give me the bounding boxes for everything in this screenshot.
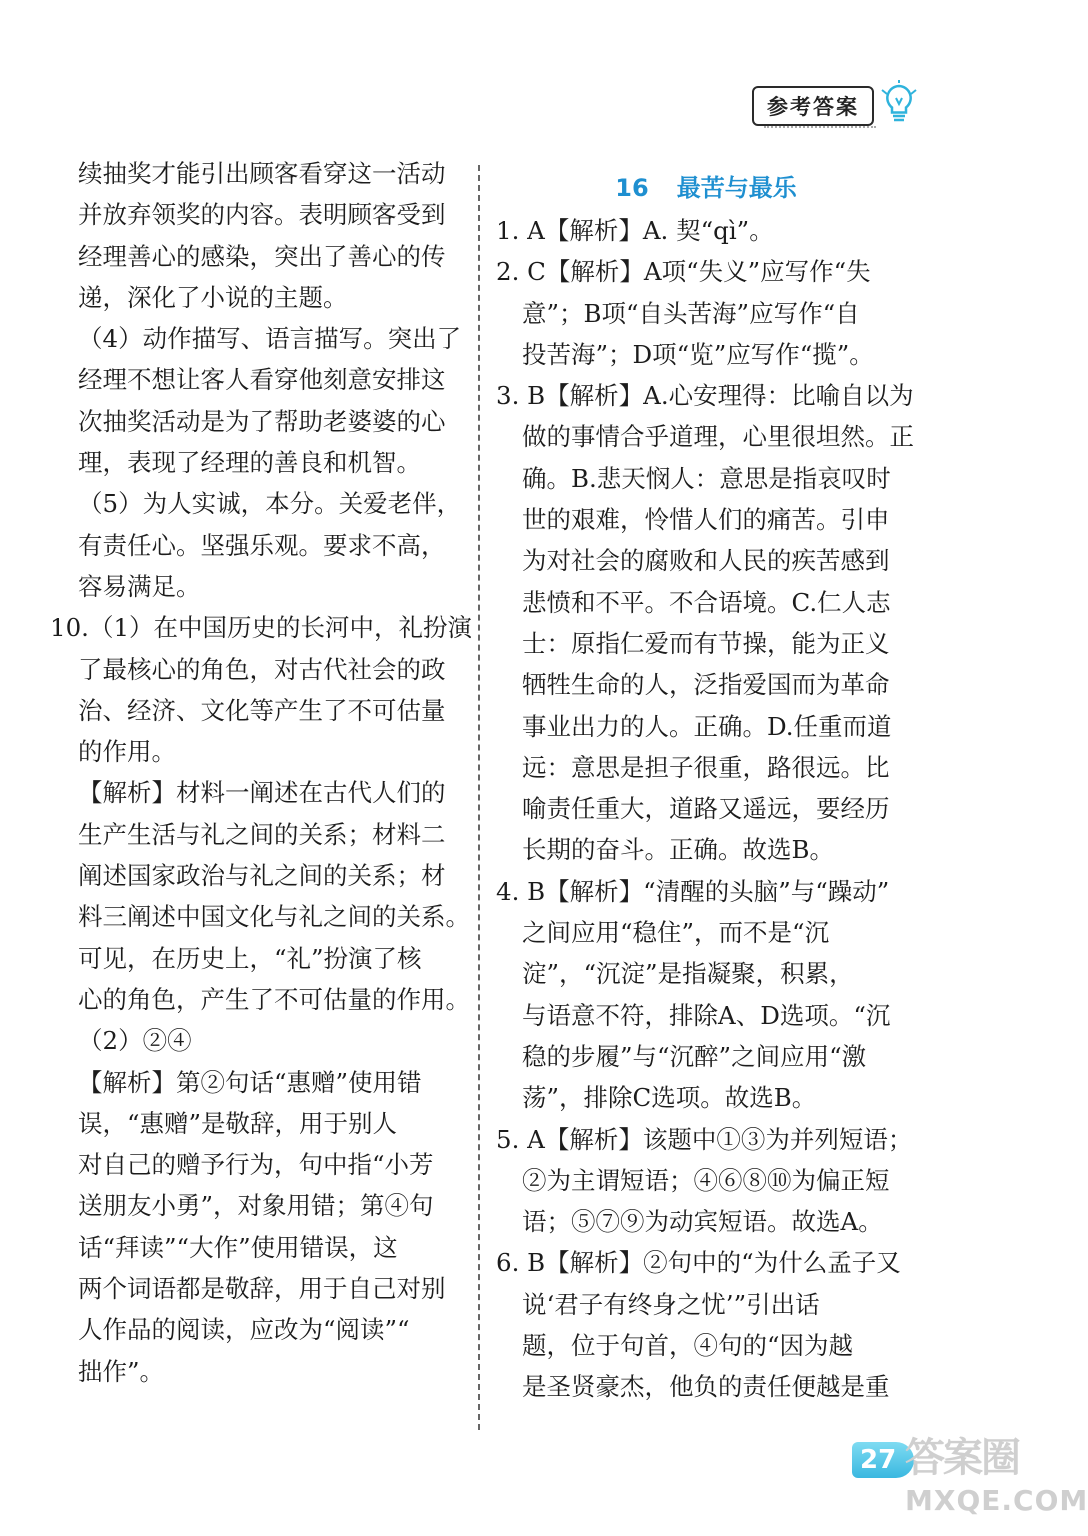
text-line: 的作用。 <box>78 737 176 767</box>
text-line: 理，表现了经理的善良和机智。 <box>78 448 421 478</box>
text-line: 意”；B项“自头苦海”应写作“自 <box>522 298 860 328</box>
text-line: 是圣贤豪杰，他负的责任便越是重 <box>522 1372 890 1402</box>
text-line: 长期的奋斗。正确。故选B。 <box>522 835 835 865</box>
text-line: 经理善心的感染，突出了善心的传 <box>78 241 446 271</box>
text-line: 【解析】材料一阐述在古代人们的 <box>78 778 446 808</box>
text-line: 容易满足。 <box>78 571 201 601</box>
text-line: 悲愤和不平。不合语境。C.仁人志 <box>522 587 891 617</box>
text-line: 淀”，“沉淀”是指凝聚，积累， <box>522 959 854 989</box>
section-number: 16 <box>615 174 649 202</box>
text-line: 稳的步履”与“沉醉”之间应用“激 <box>522 1041 867 1071</box>
text-line: 话“拜读”“大作”使用错误，这 <box>78 1232 398 1262</box>
text-line: 题，位于句首，④句的“因为越 <box>522 1331 854 1361</box>
text-line: 料三阐述中国文化与礼之间的关系。 <box>78 902 470 932</box>
watermark-logo: 答案圈 <box>905 1435 1019 1481</box>
text-line: 拙作”。 <box>78 1356 165 1386</box>
text-line: 之间应用“稳住”，而不是“沉 <box>522 918 830 948</box>
text-line: 人作品的阅读，应改为“阅读”“ <box>78 1315 410 1345</box>
section-title: 最苦与最乐 <box>676 174 797 202</box>
text-line: 投苦海”；D项“览”应写作“揽”。 <box>522 339 874 369</box>
watermark-url: MXQE.COM <box>905 1484 1088 1517</box>
section-heading <box>496 168 916 208</box>
text-line: 事业出力的人。正确。D.任重而道 <box>522 711 892 741</box>
text-line: （5）为人实诚，本分。关爱老伴， <box>78 489 462 519</box>
text-line: 1. A【解析】A. 契“qì”。 <box>496 216 774 245</box>
text-line: 确。B.悲天悯人：意思是指哀叹时 <box>522 463 891 493</box>
text-line: 两个词语都是敬辞，用于自己对别 <box>78 1274 446 1304</box>
text-line: 5. A【解析】该题中①③为并列短语； <box>496 1124 913 1154</box>
text-line: 语；⑤⑦⑨为动宾短语。故选A。 <box>522 1207 883 1237</box>
text-line: 喻责任重大，道路又遥远，要经历 <box>522 794 890 824</box>
text-line: 有责任心。坚强乐观。要求不高， <box>78 530 446 560</box>
right-column <box>496 168 916 1408</box>
text-line: 生产生活与礼之间的关系；材料二 <box>78 819 446 849</box>
text-line: 次抽奖活动是为了帮助老婆婆的心 <box>78 406 446 436</box>
lightbulb-icon <box>878 80 920 128</box>
text-line: 并放弃领奖的内容。表明顾客受到 <box>78 200 446 230</box>
text-line: 6. B【解析】②句中的“为什么孟子又 <box>496 1248 901 1278</box>
text-line: 10.（1）在中国历史的长河中，礼扮演 <box>50 613 473 643</box>
text-line: 为对社会的腐败和人民的疾苦感到 <box>522 546 890 576</box>
text-line: 士：原指仁爱而有节操，能为正义 <box>522 628 890 658</box>
text-line: 与语意不符，排除A、D选项。“沉 <box>522 1000 891 1030</box>
text-line: 阐述国家政治与礼之间的关系；材 <box>78 861 446 891</box>
text-line: 了最核心的角色，对古代社会的政 <box>78 654 446 684</box>
answer-key-header: 参考答案 <box>752 86 874 126</box>
text-line: 远：意思是担子很重，路很远。比 <box>522 752 890 782</box>
text-line: 做的事情合乎道理，心里很坦然。正 <box>522 422 914 452</box>
text-line: 可见，在历史上，“礼”扮演了核 <box>78 943 422 973</box>
text-line: 续抽奖才能引出顾客看穿这一活动 <box>78 159 446 188</box>
text-line: 2. C【解析】A项“失义”应写作“失 <box>496 257 871 287</box>
text-line: 说‘君子有终身之忧’”引出话 <box>522 1289 820 1319</box>
text-line: （4）动作描写、语言描写。突出了 <box>78 324 462 354</box>
text-line: 牺牲生命的人，泛指爱国而为革命 <box>522 670 890 700</box>
text-line: 送朋友小勇”，对象用错；第④句 <box>78 1191 434 1221</box>
text-line: 荡”，排除C选项。故选B。 <box>522 1083 817 1113</box>
text-line: 4. B【解析】“清醒的头脑”与“躁动” <box>496 876 890 906</box>
text-line: 心的角色，产生了不可估量的作用。 <box>78 984 470 1014</box>
text-line: 对自己的赠予行为，句中指“小芳 <box>78 1150 434 1180</box>
text-line: 误，“惠赠”是敬辞，用于别人 <box>78 1108 398 1138</box>
text-line: 3. B【解析】A.心安理得：比喻自以为 <box>496 381 914 411</box>
page-number: 27 <box>852 1442 914 1478</box>
text-line: 【解析】第②句话“惠赠”使用错 <box>78 1067 422 1097</box>
column-divider <box>478 165 480 1430</box>
left-column <box>50 153 473 1392</box>
text-line: （2）②④ <box>78 1026 192 1056</box>
text-line: 递，深化了小说的主题。 <box>78 282 348 312</box>
text-line: ②为主谓短语；④⑥⑧⑩为偏正短 <box>522 1165 890 1195</box>
text-line: 治、经济、文化等产生了不可估量 <box>78 695 446 725</box>
watermark <box>905 1432 1088 1532</box>
text-line: 经理不想让客人看穿他刻意安排这 <box>78 365 446 395</box>
text-line: 世的艰难，怜惜人们的痛苦。引申 <box>522 505 890 535</box>
